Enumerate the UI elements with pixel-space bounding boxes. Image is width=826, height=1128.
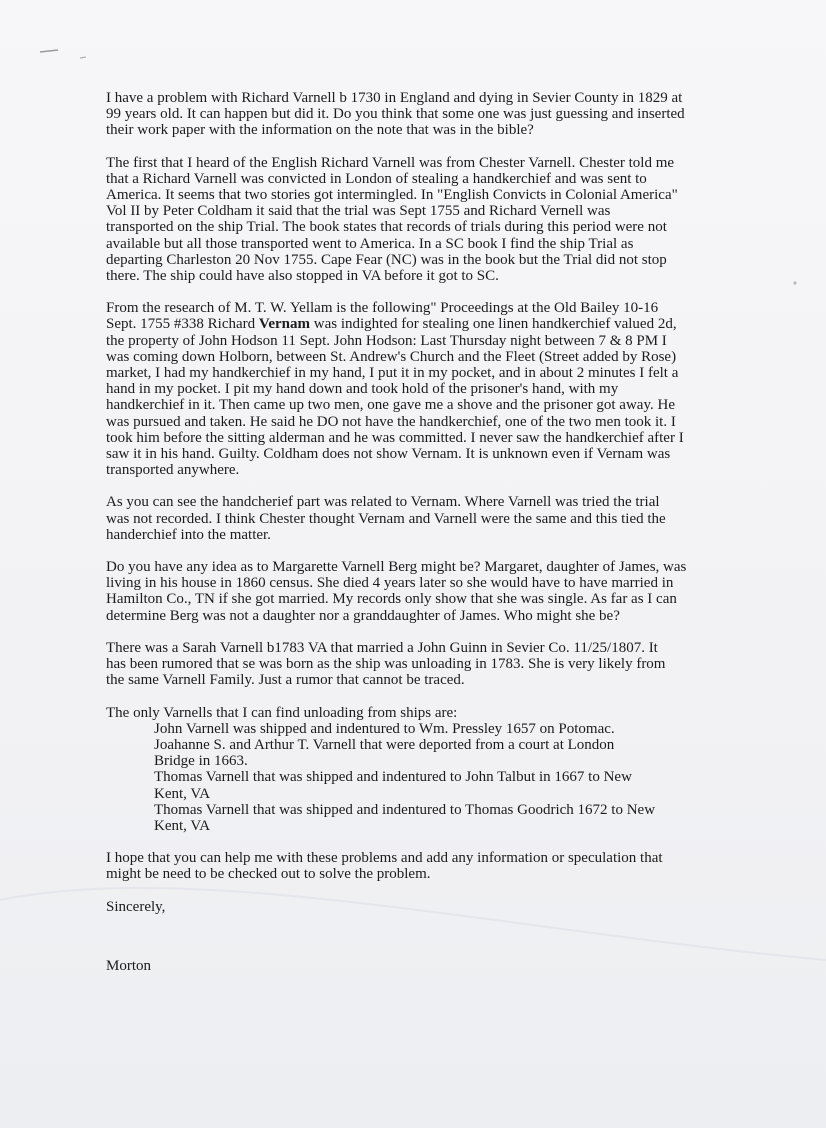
text-line: was coming down Holborn, between St. Andrew's Church and the Fleet (Street added by Rose) <box>106 348 677 365</box>
list-item: Kent, VA <box>154 817 211 834</box>
text-line: There was a Sarah Varnell b1783 VA that married a John Guinn in Sevier Co. 11/25/1807. It <box>106 639 658 656</box>
list-item: Thomas Varnell that was shipped and indentured to John Talbut in 1667 to New <box>154 769 632 786</box>
text-line: handerchief into the matter. <box>106 526 271 543</box>
bold-name-vernam: Vernam <box>258 316 311 333</box>
text-line: I have a problem with Richard Varnell b 1730 in England and dying in Sevier County in 1829 at <box>106 90 683 106</box>
paragraph-5 <box>106 559 746 624</box>
list-item: Bridge in 1663. <box>154 753 248 770</box>
text-line: departing Charleston 20 Nov 1755. Cape Fear (NC) was in the book but the Trial did not stop <box>106 251 667 268</box>
paragraph-8 <box>106 850 746 882</box>
text-line: From the research of M. T. W. Yellam is the following" Proceedings at the Old Bailey 10-16 <box>106 300 659 317</box>
paragraph-2 <box>106 155 746 285</box>
text-line: the same Varnell Family. Just a rumor that cannot be traced. <box>106 672 465 689</box>
text-line: their work paper with the information on the note that was in the bible? <box>106 122 534 139</box>
text-line: saw it in his hand. Guilty. Coldham does not show Vernam. It is unknown even if Vernam was <box>106 446 671 463</box>
text-line: determine Berg was not a daughter nor a granddaughter of James. Who might she be? <box>106 607 620 624</box>
text-line: Do you have any idea as to Margarette Varnell Berg might be? Margaret, daughter of James, was <box>106 559 687 576</box>
text-line <box>106 316 746 332</box>
paragraph-6 <box>106 640 746 689</box>
text-line: 99 years old. It can happen but did it. Do you think that some one was just guessing and inserted <box>106 106 685 123</box>
paragraph-1 <box>106 90 746 139</box>
text-line: transported anywhere. <box>106 462 240 479</box>
text-line: market, I had my handkerchief in my hand, I put it in my pocket, and in about 2 minutes I felt a <box>106 365 679 382</box>
text-line: As you can see the handcherief part was related to Vernam. Where Varnell was tried the trial <box>106 494 660 511</box>
closing: Sincerely, <box>106 898 166 915</box>
text-line: Vol II by Peter Coldham it said that the trial was Sept 1755 and Richard Vernell was <box>106 203 611 220</box>
text-line: there. The ship could have also stopped in VA before it got to SC. <box>106 268 499 285</box>
text-line: transported on the ship Trial. The book states that records of trials during this period were not <box>106 219 667 236</box>
text-line: the property of John Hodson 11 Sept. John Hodson: Last Thursday night between 7 & 8 PM I <box>106 332 667 349</box>
ship-records-list <box>106 721 746 834</box>
list-item: Kent, VA <box>154 785 211 802</box>
text-line: that a Richard Varnell was convicted in London of stealing a handkerchief and was sent to <box>106 170 647 187</box>
list-item: Joahanne S. and Arthur T. Varnell that were deported from a court at London <box>154 736 615 753</box>
list-item: John Varnell was shipped and indentured to Wm. Pressley 1657 on Potomac. <box>154 720 615 737</box>
paragraph-7-intro <box>106 705 746 721</box>
text-line: living in his house in 1860 census. She died 4 years later so she would have to have married in <box>106 575 674 592</box>
text-line: took him before the sitting alderman and he was committed. I never saw the handkerchief after I <box>106 429 684 446</box>
text-line: has been rumored that se was born as the ship was unloading in 1783. She is very likely from <box>106 656 666 673</box>
text-line: The first that I heard of the English Richard Varnell was from Chester Varnell. Chester told me <box>106 154 675 171</box>
text-line: might be need to be checked out to solve the problem. <box>106 866 431 883</box>
signature: Morton <box>106 958 151 974</box>
text-line: hand in my pocket. I pit my hand down and took hold of the prisoner's hand, with my <box>106 381 619 398</box>
text-segment: was indighted for stealing one linen handkerchief valued 2d, <box>310 316 677 333</box>
text-line: was pursued and taken. He said he DO not have the handkerchief, one of the two men took it. I <box>106 413 676 430</box>
paragraph-3 <box>106 300 746 478</box>
text-line: was not recorded. I think Chester thought Vernam and Varnell were the same and this tied the <box>106 510 666 527</box>
text-line: I hope that you can help me with these problems and add any information or speculation that <box>106 850 663 867</box>
text-line: handkerchief in it. Then came up two men, one gave me a shove and the prisoner got away. He <box>106 397 675 414</box>
text-line: America. It seems that two stories got intermingled. In "English Convicts in Colonial America" <box>106 187 678 204</box>
text-line: The only Varnells that I can find unloading from ships are: <box>106 704 458 721</box>
text-line: available but all those transported went to America. In a SC book I find the ship Trial as <box>106 235 634 252</box>
letter-body <box>106 90 746 931</box>
paragraph-4 <box>106 494 746 543</box>
text-line: Hamilton Co., TN if she got married. My records only show that she was single. As far as I can <box>106 591 677 608</box>
list-item: Thomas Varnell that was shipped and indentured to Thomas Goodrich 1672 to New <box>154 801 656 818</box>
text-segment: Sept. 1755 #338 Richard <box>106 316 259 333</box>
